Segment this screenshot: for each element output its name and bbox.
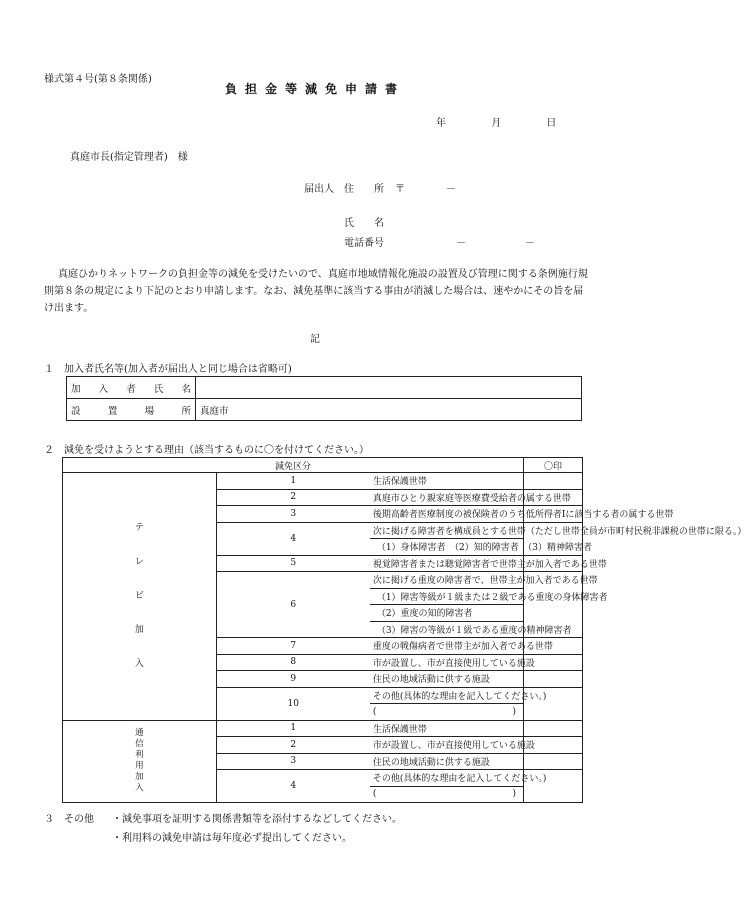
mark-cell[interactable] bbox=[524, 671, 583, 688]
section1-heading: １ 加入者氏名等(加入者が届出人と同じ場合は省略可) bbox=[44, 364, 292, 375]
item-number: 4 bbox=[216, 522, 370, 555]
name-label: 氏 名 bbox=[344, 218, 384, 229]
paren-open: ( bbox=[372, 789, 377, 800]
page-title: 負担金等減免申請書 bbox=[224, 82, 405, 96]
item-text: （3）障害の等級が１級である重度の精神障害者 bbox=[370, 621, 524, 638]
item-number: 2 bbox=[216, 737, 370, 754]
item-text: その他(具体的な理由を記入してください。) bbox=[370, 770, 524, 787]
date-line bbox=[436, 114, 556, 129]
install-location-label: 設置場所 bbox=[67, 399, 196, 421]
table-row bbox=[63, 720, 583, 737]
item-text: （2）重度の知的障害者 bbox=[370, 605, 524, 622]
table-row bbox=[63, 473, 583, 490]
category-char: ビ bbox=[134, 591, 144, 602]
paren-open: ( bbox=[372, 706, 377, 717]
install-location-field[interactable]: 真庭市 bbox=[196, 399, 582, 421]
other-reason-field[interactable] bbox=[370, 786, 524, 803]
item-text: 市が設置し、市が直接使用している施設 bbox=[370, 737, 524, 754]
section2-heading: ２ 減免を受けようとする理由（該当するものに〇を付けてください。） bbox=[44, 445, 369, 456]
category-char: 用 bbox=[135, 761, 144, 772]
col-category-header: 減免区分 bbox=[63, 458, 524, 473]
phone-label: 電話番号 bbox=[344, 238, 384, 249]
item-text: 真庭市ひとり親家庭等医療費受給者の属する世帯 bbox=[370, 489, 524, 506]
applicant-label: 届出人 bbox=[304, 184, 334, 195]
date-month: 月 bbox=[491, 118, 502, 129]
col-mark-header: 〇印 bbox=[524, 458, 583, 473]
paren-close: ) bbox=[512, 706, 516, 717]
item-number: 3 bbox=[216, 753, 370, 770]
category-char: 加 bbox=[134, 625, 144, 636]
item-text: 生活保護世帯 bbox=[370, 720, 524, 737]
subscriber-name-field[interactable] bbox=[196, 377, 582, 399]
category-char: レ bbox=[134, 557, 144, 568]
item-text: その他(具体的な理由を記入してください。) bbox=[370, 687, 524, 704]
net-category bbox=[63, 720, 217, 803]
note-line: ・利用料の減免申請は毎年度必ず提出してください。 bbox=[112, 833, 352, 844]
postal-dash: － bbox=[446, 184, 456, 195]
category-char: 入 bbox=[134, 659, 144, 670]
item-number: 6 bbox=[216, 572, 370, 638]
item-number: 4 bbox=[216, 770, 370, 803]
section3-heading: ３ その他 bbox=[44, 814, 94, 825]
category-char: 信 bbox=[135, 739, 144, 750]
phone-dash-2: － bbox=[525, 238, 535, 249]
item-text: （1）身体障害者 （2）知的障害者 （3）精神障害者 bbox=[370, 539, 524, 556]
address-label: 住 所 bbox=[344, 184, 384, 195]
item-text: 後期高齢者医療制度の被保険者のうち低所得者Ⅰに該当する者の属する世帯 bbox=[370, 506, 524, 523]
category-char: 利 bbox=[135, 750, 144, 761]
item-number: 1 bbox=[216, 473, 370, 490]
form-id: 様式第４号(第８条関係) bbox=[44, 74, 152, 85]
item-number: 5 bbox=[216, 555, 370, 572]
item-text: 生活保護世帯 bbox=[370, 473, 524, 490]
table-header-row bbox=[63, 458, 583, 473]
mark-cell[interactable] bbox=[524, 720, 583, 737]
item-number: 8 bbox=[216, 654, 370, 671]
phone-dash-1: － bbox=[456, 238, 466, 249]
item-number: 3 bbox=[216, 506, 370, 523]
exemption-table bbox=[62, 457, 746, 803]
tv-category bbox=[63, 473, 217, 721]
application-statement: 真庭ひかりネットワークの負担金等の減免を受けたいので、真庭市地域情報化施設の設置及び管理に関する条例施行規則第８条の規定により下記のとおり申請します。なお、減免基準に該当する事由が消滅した場合は、速やかにその旨を届け出ます。 bbox=[44, 269, 588, 314]
subscriber-name-label: 加入者氏名 bbox=[67, 377, 196, 399]
item-text: 重度の戦傷病者で世帯主が加入者である世帯 bbox=[370, 638, 524, 655]
subscriber-table bbox=[66, 376, 582, 421]
category-char: 加 bbox=[135, 772, 144, 783]
item-text: 次に掲げる障害者を構成員とする世帯（ただし世帯全員が市町村民税非課税の世帯に限る。） bbox=[370, 522, 524, 539]
postal-mark: 〒 bbox=[395, 184, 405, 195]
item-number: 1 bbox=[216, 720, 370, 737]
addressee: 真庭市長(指定管理者) 様 bbox=[70, 152, 188, 163]
ki-heading: 記 bbox=[310, 334, 320, 345]
item-text: 視覚障害者または聴覚障害者で世帯主が加入者である世帯 bbox=[370, 555, 524, 572]
item-number: 2 bbox=[216, 489, 370, 506]
item-text: （1）障害等級が１級または２級である重度の身体障害者 bbox=[370, 588, 524, 605]
item-number: 7 bbox=[216, 638, 370, 655]
mark-cell[interactable] bbox=[524, 753, 583, 770]
table-row bbox=[67, 377, 582, 399]
paren-close: ) bbox=[512, 789, 516, 800]
mark-cell[interactable] bbox=[524, 473, 583, 490]
other-reason-field[interactable] bbox=[370, 704, 524, 721]
section3-notes bbox=[112, 810, 402, 848]
date-year: 年 bbox=[436, 118, 446, 129]
item-text: 住民の地域活動に供する施設 bbox=[370, 753, 524, 770]
item-number: 9 bbox=[216, 671, 370, 688]
date-day: 日 bbox=[546, 118, 557, 129]
item-text: 住民の地域活動に供する施設 bbox=[370, 671, 524, 688]
category-char: テ bbox=[134, 523, 144, 534]
item-number: 10 bbox=[216, 687, 370, 720]
table-row bbox=[67, 399, 582, 421]
category-char: 入 bbox=[135, 783, 144, 794]
item-text: 次に掲げる重度の障害者で、世帯主が加入者である世帯 bbox=[370, 572, 524, 589]
note-line: ・減免事項を証明する関係書類等を添付するなどしてください。 bbox=[112, 814, 402, 825]
item-text: 市が設置し、市が直接使用している施設 bbox=[370, 654, 524, 671]
category-char: 通 bbox=[135, 728, 144, 739]
